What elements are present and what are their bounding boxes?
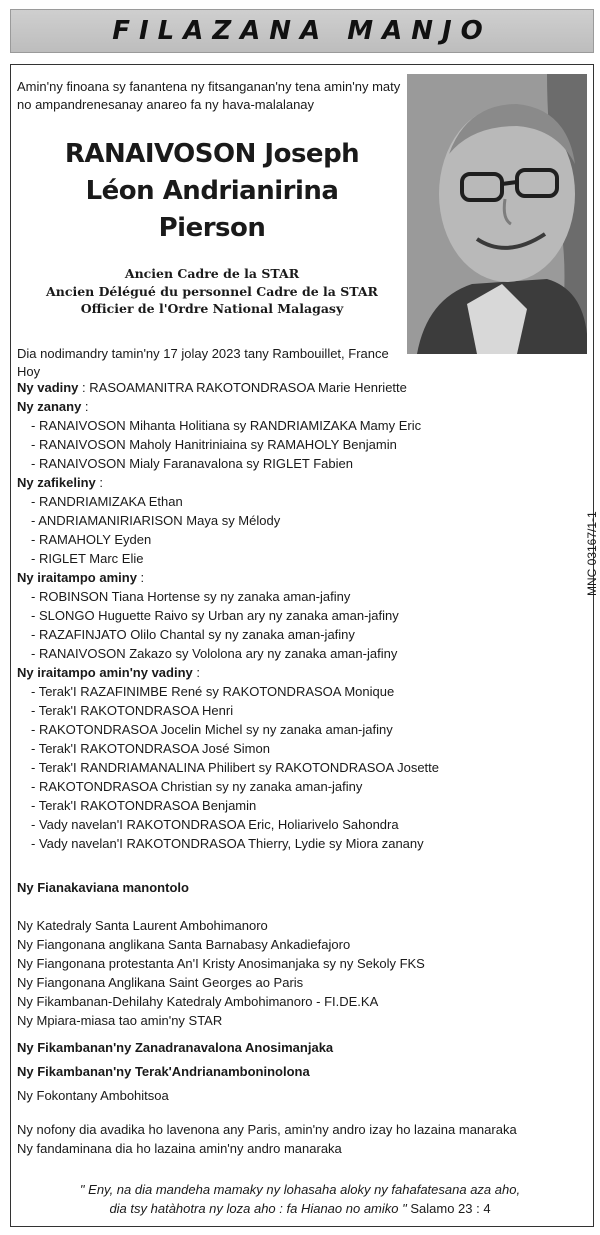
list-item: - RANAIVOSON Maholy Hanitriniaina sy RAMAHOLY Benjamin (31, 437, 397, 452)
portrait-photo-icon (407, 74, 587, 354)
list-item: Ny Fikambanan-Dehilahy Katedraly Ambohimanoro - FI.DE.KA (17, 994, 379, 1009)
deceased-name (17, 136, 407, 247)
list-item: - RANAIVOSON Zakazo sy Vololona ary ny zanaka aman-jafiny (31, 646, 398, 661)
list-item: Ny Fiangonana Anglikana Saint Georges ao Paris (17, 975, 304, 990)
list-item: - Terak'I RAKOTONDRASOA José Simon (31, 741, 270, 756)
list-item: - SLONGO Huguette Raivo sy Urban ary ny zanaka aman-jafiny (31, 608, 399, 623)
name-line: RANAIVOSON Joseph (64, 139, 360, 169)
list-item: - Terak'I RAZAFINIMBE René sy RAKOTONDRASOA Monique (31, 684, 395, 699)
list-item: Ny Fiangonana anglikana Santa Barnabasy Ankadiefajoro (17, 937, 351, 952)
list-item: - Terak'I RAKOTONDRASOA Henri (31, 703, 234, 718)
list-item: - Terak'I RANDRIAMANALINA Philibert sy RAKOTONDRASOA Josette (31, 760, 440, 775)
name-line: Léon Andrianirina (85, 176, 339, 206)
list-item: - RANAIVOSON Mialy Faranavalona sy RIGLET Fabien (31, 456, 353, 471)
spouse-line (17, 378, 517, 397)
announcement-line: Ny nofony dia avadika ho lavenona any Paris, amin'ny andro izay ho lazaina manaraka (17, 1122, 517, 1137)
spouse-value: : RASOAMANITRA RAKOTONDRASOA Marie Henriette (78, 380, 407, 395)
spouse-label: Ny vadiny (17, 380, 79, 395)
list-item: - RAKOTONDRASOA Christian sy ny zanaka aman-jafiny (31, 779, 363, 794)
title-line: Ancien Cadre de la STAR (124, 266, 300, 281)
banner-title: FILAZANA MANJO (112, 16, 492, 46)
reference-code: MNC 03167/1-1 (585, 511, 599, 596)
list-item: - ANDRIAMANIRIARISON Maya sy Mélody (31, 513, 281, 528)
list-item: - Vady navelan'I RAKOTONDRASOA Thierry, Lydie sy Miora zanany (31, 836, 424, 851)
grandchildren-heading: Ny zafikeliny : (17, 475, 103, 490)
name-line: Pierson (158, 213, 266, 243)
list-item: - RANAIVOSON Mihanta Holitiana sy RANDRIAMIZAKA Mamy Eric (31, 418, 422, 433)
quote-reference: Salamo 23 : 4 (406, 1201, 491, 1216)
fokontany-line: Ny Fokontany Ambohitsoa (17, 1088, 169, 1103)
spouse-siblings-heading: Ny iraitampo amin'ny vadiny : (17, 665, 200, 680)
list-item: - Terak'I RAKOTONDRASOA Benjamin (31, 798, 257, 813)
list-item: - Vady navelan'I RAKOTONDRASOA Eric, Holiarivelo Sahondra (31, 817, 399, 832)
list-item: - RAZAFINJATO Olilo Chantal sy ny zanaka aman-jafiny (31, 627, 355, 642)
bible-quote (17, 1180, 583, 1218)
intro-text: Amin'ny finoana sy fanantena ny fitsanganan'ny tena amin'ny maty no ampandrenesanay anareo fa ny hava-malalanay (17, 79, 401, 112)
announcement-block (17, 1120, 517, 1158)
deceased-titles (17, 265, 407, 318)
list-item: - RAMAHOLY Eyden (31, 532, 152, 547)
header-banner (10, 9, 594, 53)
association-line: Ny Fikambanan'ny Terak'Andrianamboninolona (17, 1064, 310, 1079)
announcement-line: Ny fandaminana dia ho lazaina amin'ny andro manaraka (17, 1141, 342, 1156)
extended-family-block (17, 878, 517, 897)
list-item: - ROBINSON Tiana Hortense sy ny zanaka aman-jafiny (31, 589, 351, 604)
list-item: Ny Mpiara-miasa tao amin'ny STAR (17, 1013, 223, 1028)
associations-list (17, 1038, 517, 1081)
association-line: Ny Fikambanan'ny Zanadranavalona Anosimanjaka (17, 1040, 334, 1055)
list-item: - RIGLET Marc Elie (31, 551, 144, 566)
death-notice: Dia nodimandry tamin'ny 17 jolay 2023 tany Rambouillet, France Hoy (17, 346, 389, 379)
title-line: Officier de l'Ordre National Malagasy (80, 301, 344, 316)
children-heading: Ny zanany : (17, 399, 89, 414)
title-line: Ancien Délégué du personnel Cadre de la STAR (46, 283, 378, 299)
quote-line-2: dia tsy hatàhotra ny loza aho : fa Hianao no amiko " Salamo 23 : 4 (109, 1201, 491, 1216)
quote-line: " Eny, na dia mandeha mamaky ny lohasaha aloky ny fahafatesana aza aho, (79, 1182, 521, 1197)
list-item: - RAKOTONDRASOA Jocelin Michel sy ny zanaka aman-jafiny (31, 722, 393, 737)
portrait-photo (407, 74, 587, 354)
list-item: Ny Fiangonana protestanta An'I Kristy Anosimanjaka sy ny Sekoly FKS (17, 956, 425, 971)
list-item: Ny Katedraly Santa Laurent Ambohimanoro (17, 918, 268, 933)
family-list (17, 378, 517, 853)
extended-family-heading: Ny Fianakaviana manontolo (17, 880, 189, 895)
institutions-list (17, 916, 517, 1030)
siblings-heading: Ny iraitampo aminy : (17, 570, 145, 585)
fokontany-block (17, 1086, 517, 1105)
list-item: - RANDRIAMIZAKA Ethan (31, 494, 183, 509)
